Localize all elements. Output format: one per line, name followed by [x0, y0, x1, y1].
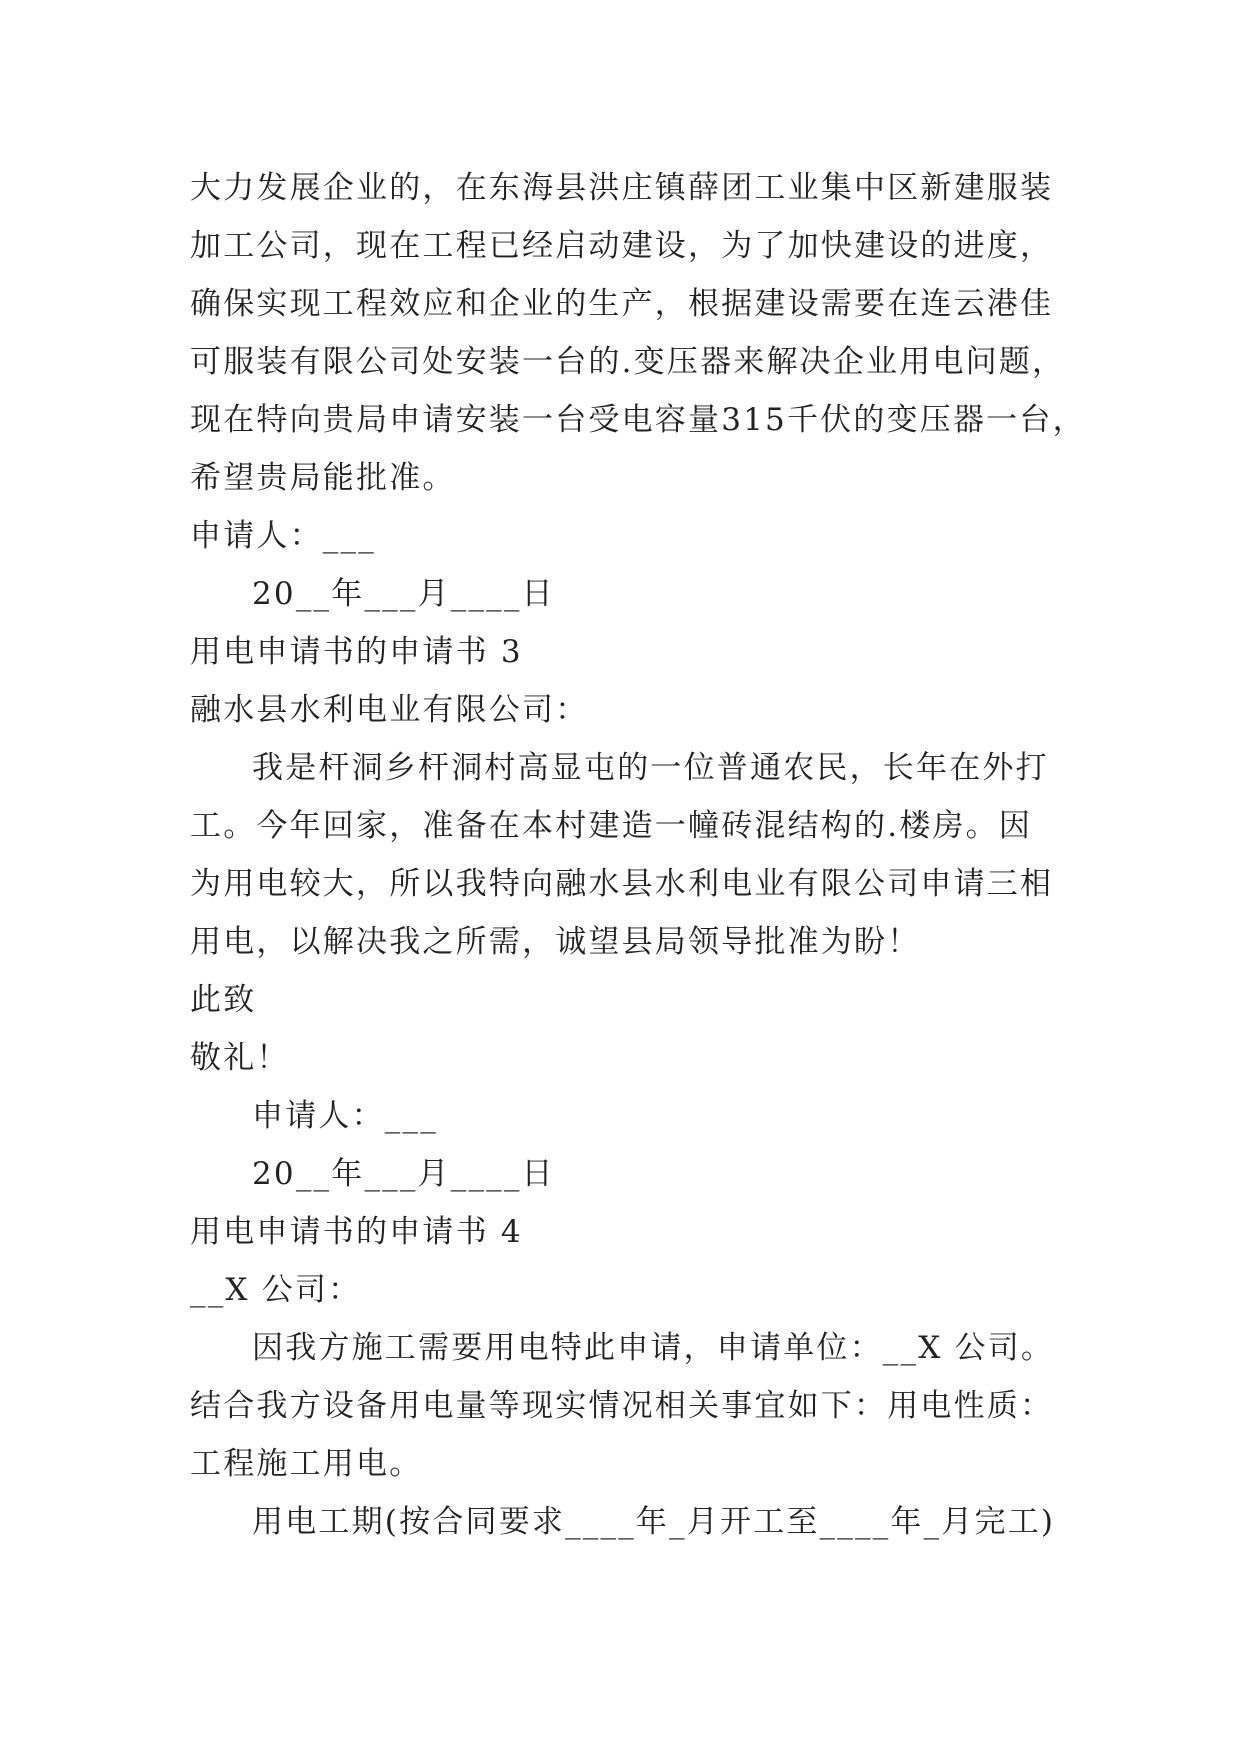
salutation: 融水县水利电业有限公司：	[190, 692, 589, 728]
body-text-line: 加工公司，现在工程已经启动建设，为了加快建设的进度，	[190, 228, 1054, 264]
body-text-line: 可服装有限公司处安装一台的.变压器来解决企业用电问题，	[190, 344, 1066, 380]
body-text-line: 为用电较大，所以我特向融水县水利电业有限公司申请三相	[190, 866, 1054, 902]
body-text-line: 希望贵局能批准。	[190, 460, 456, 496]
salutation: __X 公司：	[190, 1272, 362, 1308]
body-text-line: 大力发展企业的，在东海县洪庄镇薛团工业集中区新建服装	[190, 170, 1054, 206]
body-text-line: 结合我方设备用电量等现实情况相关事宜如下：用电性质：	[190, 1388, 1054, 1424]
body-text-line: 用电工期(按合同要求____年_月开工至____年_月完工)	[252, 1504, 1056, 1540]
section-heading: 用电申请书的申请书 3	[190, 634, 523, 670]
closing-line: 此致	[190, 982, 257, 1018]
body-text-line: 因我方施工需要用电特此申请，申请单位：__X 公司。	[252, 1330, 1055, 1366]
body-text-line: 确保实现工程效应和企业的生产，根据建设需要在连云港佳	[190, 286, 1054, 322]
applicant-line: 申请人：___	[190, 518, 376, 554]
date-line: 20__年___月____日	[252, 1156, 555, 1192]
body-text-line: 我是杆洞乡杆洞村高显屯的一位普通农民，长年在外打	[252, 750, 1049, 786]
body-text-line: 用电，以解决我之所需，诚望县局领导批准为盼！	[190, 924, 921, 960]
body-text-line: 工。今年回家，准备在本村建造一幢砖混结构的.楼房。因	[190, 808, 1033, 844]
applicant-line: 申请人：___	[252, 1098, 438, 1134]
date-line: 20__年___月____日	[252, 576, 555, 612]
body-text-line: 现在特向贵局申请安装一台受电容量315千伏的变压器一台，	[190, 402, 1086, 438]
section-heading: 用电申请书的申请书 4	[190, 1214, 523, 1250]
closing-line: 敬礼！	[190, 1040, 290, 1076]
body-text-line: 工程施工用电。	[190, 1446, 423, 1482]
